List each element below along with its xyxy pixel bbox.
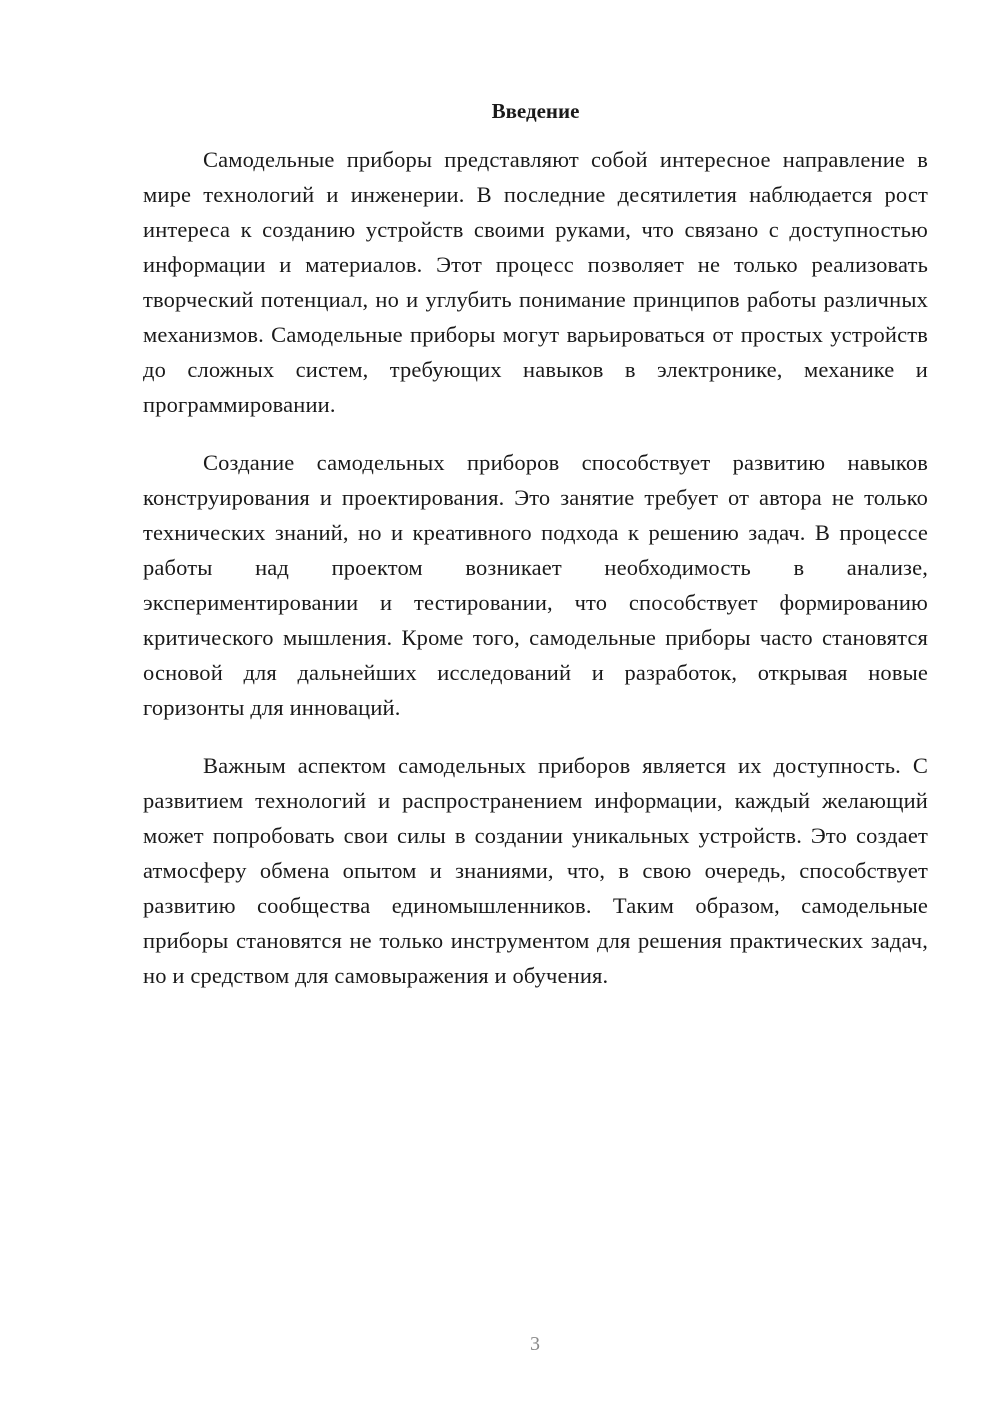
- section-heading: Введение: [491, 99, 580, 123]
- paragraph-2: Создание самодельных приборов способствует развитию навыков конструирования и проектирования. Это занятие требует от автора не только технических знаний, но и креативного подхода к решению задач. В процессе работы над проектом возникает необходимость в анализе, экспериментировании и тестировании, что способствует формированию критического мышления. Кроме того, самодельные приборы часто становятся основой для дальнейших исследований и разработок, открывая новые горизонты для инноваций.: [143, 450, 928, 720]
- paragraph-3: Важным аспектом самодельных приборов является их доступность. С развитием технологий и распространением информации, каждый желающий может попробовать свои силы в создании уникальных устройств. Это создает атмосферу обмена опытом и знаниями, что, в свою очередь, способствует развитию сообщества единомышленников. Таким образом, самодельные приборы становятся не только инструментом для решения практических задач, но и средством для самовыражения и обучения.: [143, 753, 928, 988]
- page-number: 3: [530, 1333, 540, 1355]
- paragraph-1: Самодельные приборы представляют собой интересное направление в мире технологий и инженерии. В последние десятилетия наблюдается рост интереса к созданию устройств своими руками, что связано с доступностью информации и материалов. Этот процесс позволяет не только реализовать творческий потенциал, но и углубить понимание принципов работы различных механизмов. Самодельные приборы могут варьироваться от простых устройств до сложных систем, требующих навыков в электронике, механике и программировании.: [143, 147, 928, 417]
- body-text: [143, 142, 928, 1016]
